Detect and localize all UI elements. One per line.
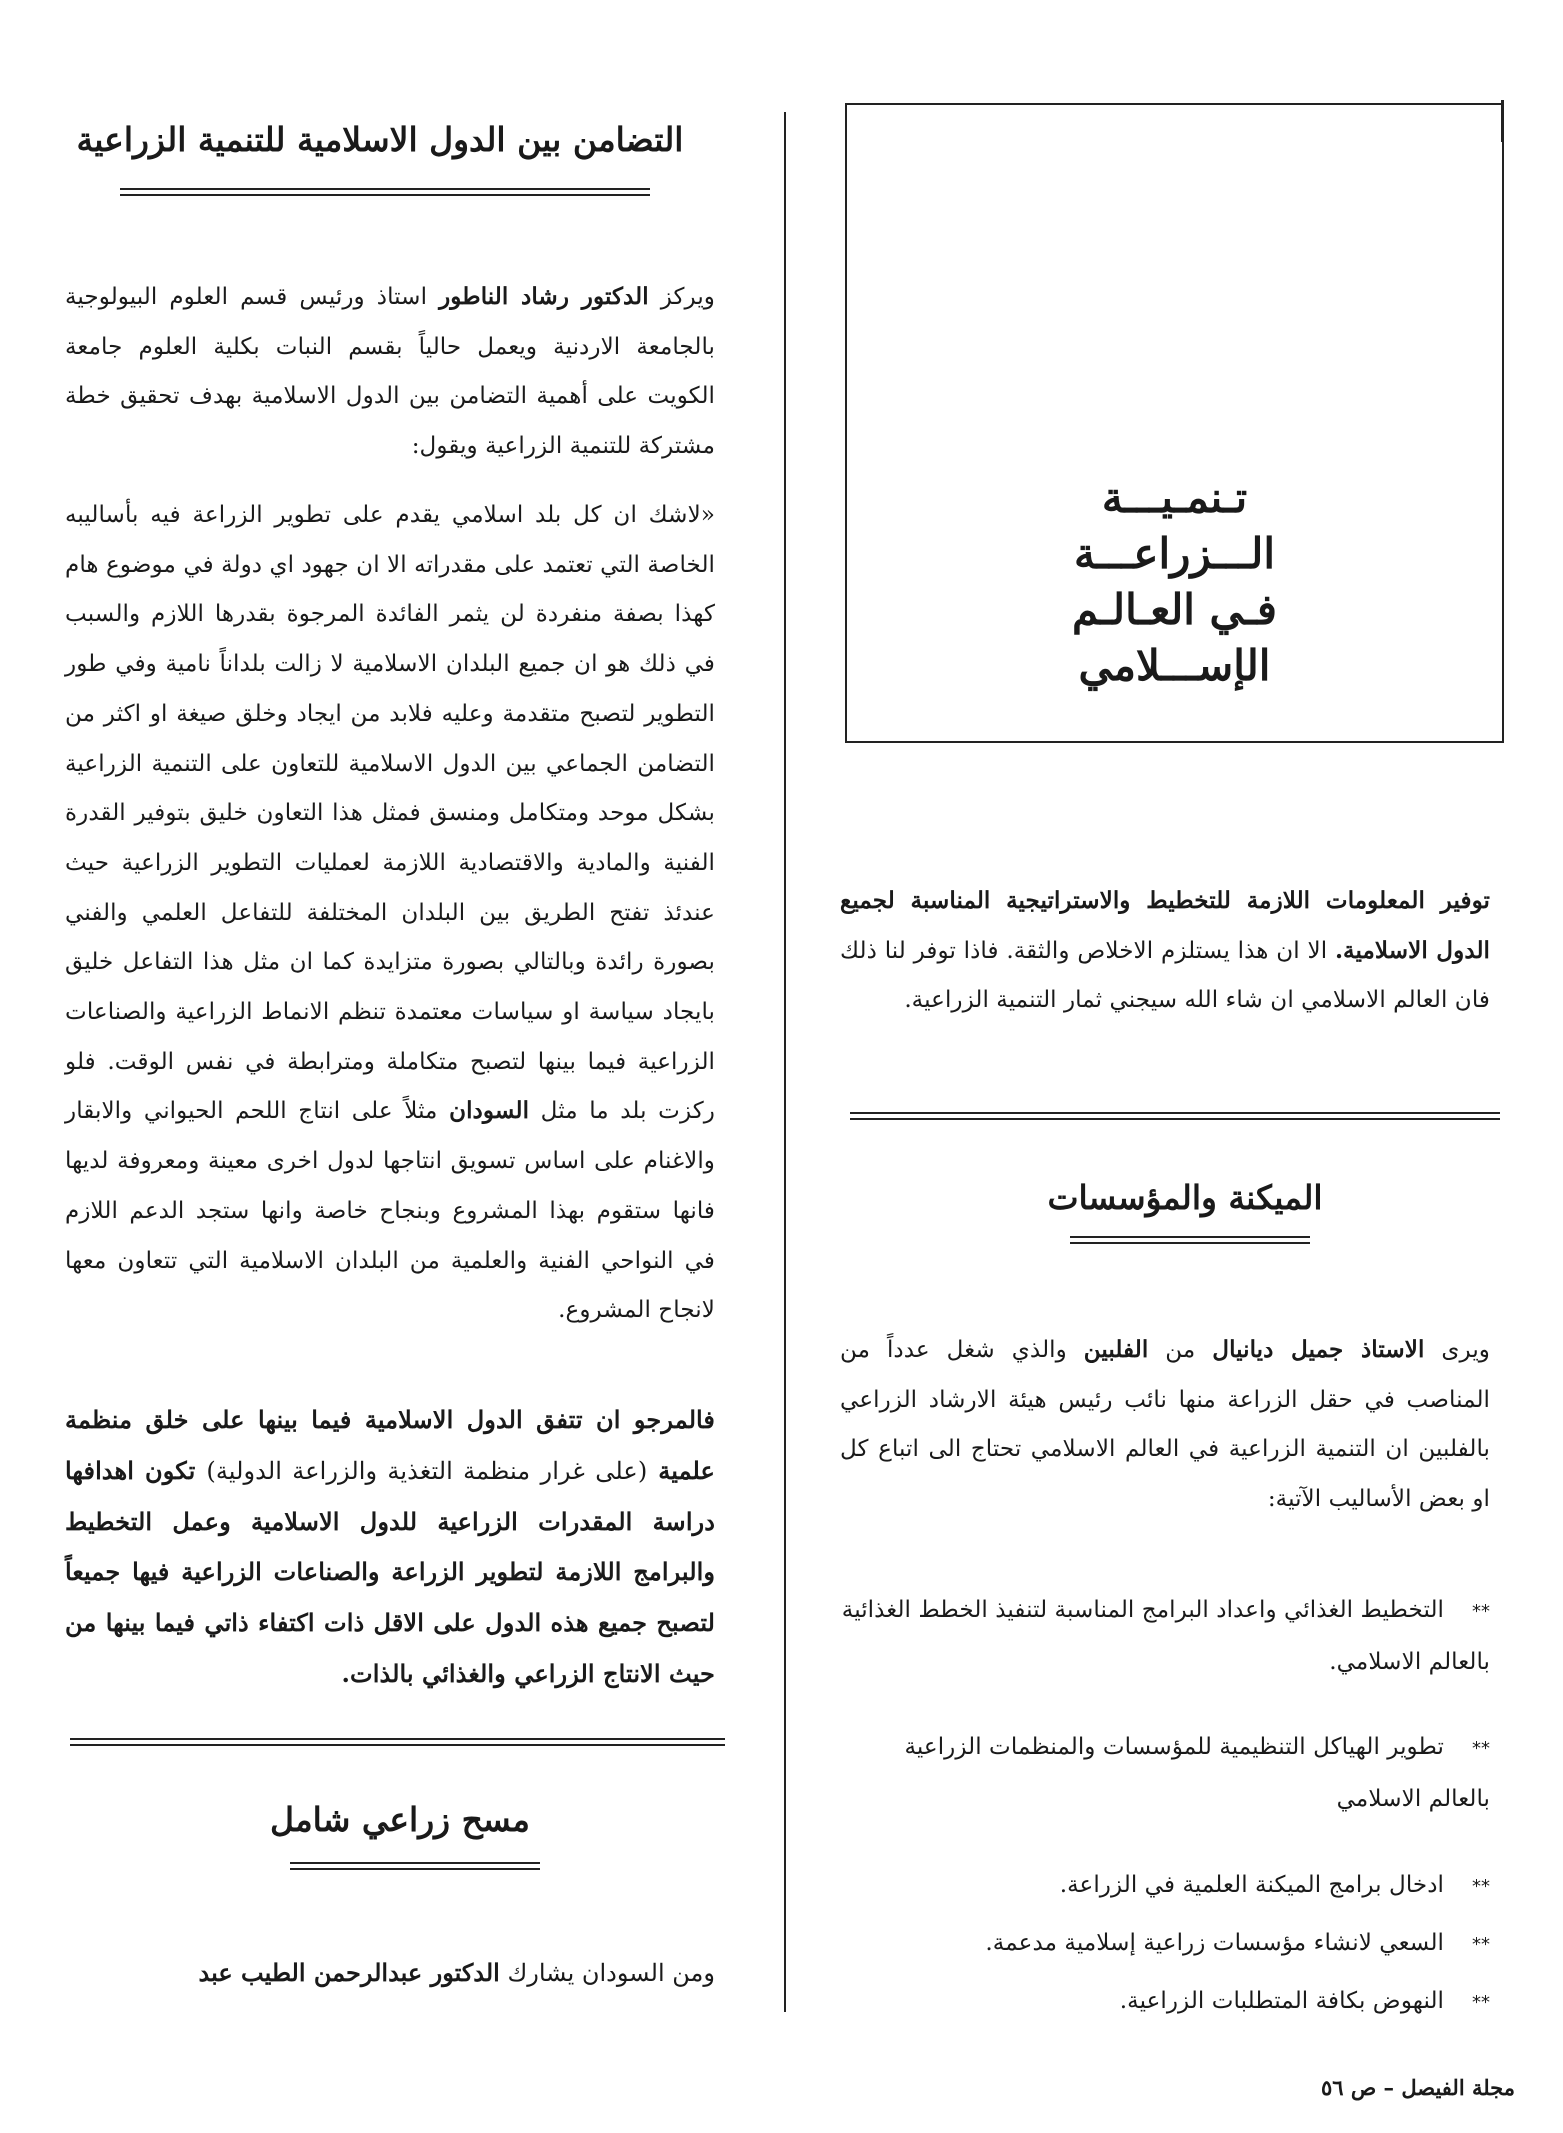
list-item: **ادخال برامج الميكنة العلمية في الزراعة. xyxy=(1059,1871,1490,1898)
bullet-marker: ** xyxy=(1472,1601,1490,1622)
mech-text-start: ويرى xyxy=(1441,1336,1490,1363)
mechanization-intro xyxy=(840,1325,1490,1524)
bullet-marker: ** xyxy=(1472,1992,1490,2013)
box-title-line1: تـنمـيـــة xyxy=(1101,473,1248,522)
country-philippines: الفلبين xyxy=(1083,1336,1149,1363)
mechanization-underline xyxy=(1070,1236,1310,1244)
bullet-marker: ** xyxy=(1472,1876,1490,1897)
box-title xyxy=(847,470,1502,694)
quote-text-rest: مثلاً على انتاج اللحم الحيواني والابقار والاغنام على اساس تسويق انتاجها لدول اخرى معينة ومعروفة لديها فانها ستقوم بهذا المشروع وبنجاح خاصة وانها ستجد الدعم اللازم في النواحي الفنية والعلمية من البلدان الاسلامية التي تتعاون معها لانجاح المشروع. xyxy=(65,1097,715,1324)
survey-intro xyxy=(65,1948,715,1999)
title-box-corner-mark xyxy=(1501,100,1504,142)
info-rest-text: الا ان هذا يستلزم الاخلاص والثقة. فاذا توفر لنا ذلك فان العالم الاسلامي ان شاء الله سيجني ثمار التنمية الزراعية. xyxy=(840,936,1490,1014)
bullet-marker: ** xyxy=(1472,1738,1490,1759)
heading-solidarity: التضامن بين الدول الاسلامية للتنمية الزراعية xyxy=(76,120,684,159)
survey-intro-start: ومن السودان يشارك xyxy=(507,1959,715,1987)
heading-mechanization: الميكنة والمؤسسات xyxy=(1047,1178,1323,1217)
list-item: **النهوض بكافة المتطلبات الزراعية. xyxy=(1119,1987,1490,2014)
intro-paragraph xyxy=(65,272,715,471)
mech-text-from: من xyxy=(1165,1336,1196,1363)
list-item: **التخطيط الغذائي واعداد البرامج المناسبة لتنفيذ الخطط الغذائية بالعالم الاسلامي. xyxy=(841,1596,1490,1675)
box-title-line3: فـي العـالـم xyxy=(1072,585,1277,634)
recommendation-start: فالمرجو ان تتفق الدول الاسلامية فيما بينها على خلق منظمة علمية xyxy=(65,1405,715,1485)
survey-underline xyxy=(290,1862,540,1870)
info-paragraph xyxy=(840,876,1490,1025)
title-box xyxy=(845,103,1504,743)
heading-underline xyxy=(120,188,650,196)
box-title-line4: الإســـلامي xyxy=(1078,641,1271,690)
recommendation-parenthetical: (على غرار منظمة التغذية والزراعة الدولية) xyxy=(206,1456,648,1485)
mech-text-rest: والذي شغل عدداً من المناصب في حقل الزراعة منها نائب رئيس هيئة الارشاد الزراعي بالفلبين ان التنمية الزراعية في العالم الاسلامي تحتاج الى اتباع كل او بعض الأساليب الآتية: xyxy=(840,1336,1490,1513)
bold-recommendation-paragraph xyxy=(65,1395,715,1700)
quote-paragraph xyxy=(65,490,715,1335)
author-name-dianal: الاستاذ جميل ديانيال xyxy=(1212,1336,1425,1363)
recommendation-rest: تكون اهدافها دراسة المقدرات الزراعية للدول الاسلامية وعمل التخطيط والبرامج اللازمة لتطوير الزراعة والصناعات الزراعية فيها جميعاً لتصبح جميع هذه الدول على الاقل ذات اكتفاء ذاتي فيما بينها من حيث الانتاج الزراعي والغذائي بالذات. xyxy=(65,1455,715,1688)
column-divider xyxy=(784,112,786,2012)
intro-text-start: ويركز xyxy=(660,283,715,310)
author-name-nator: الدكتور رشاد الناطور xyxy=(439,283,649,310)
list-item: **تطوير الهياكل التنظيمية للمؤسسات والمنظمات الزراعية بالعالم الاسلامي xyxy=(904,1733,1490,1812)
section-divider-right xyxy=(850,1112,1500,1120)
bullet-marker: ** xyxy=(1472,1934,1490,1955)
country-sudan: السودان xyxy=(449,1097,530,1125)
author-name-abdelrahman: الدكتور عبدالرحمن الطيب عبد xyxy=(198,1958,500,1987)
list-item: **السعي لانشاء مؤسسات زراعية إسلامية مدعمة. xyxy=(985,1929,1490,1956)
box-title-line2: الـــزراعـــة xyxy=(1074,529,1275,578)
info-bold-text: توفير المعلومات اللازمة للتخطيط والاستراتيجية المناسبة لجميع الدول الاسلامية. xyxy=(840,887,1490,964)
intro-text-rest: استاذ ورئيس قسم العلوم البيولوجية بالجامعة الاردنية ويعمل حالياً بقسم النبات بكلية العلوم جامعة الكويت على أهمية التضامن بين الدول الاسلامية بهدف تحقيق خطة مشتركة للتنمية الزراعية ويقول: xyxy=(65,283,715,460)
heading-survey: مسح زراعي شامل xyxy=(269,1800,530,1839)
section-divider-left xyxy=(70,1738,725,1746)
page-footer: مجلة الفيصل – ص ٥٦ xyxy=(1320,2075,1515,2100)
quote-text-start: «لاشك ان كل بلد اسلامي يقدم على تطوير الزراعة فيه بأساليبه الخاصة التي تعتمد على مقدراته الا ان جهود اي دولة في موضوع هام كهذا بصفة منفردة لن يثمر الفائدة المرجوة بقدرها اللازم والسبب في ذلك هو ان جميع البلدان الاسلامية لا زالت بلداناً نامية وفي طور التطوير لتصبح متقدمة وعليه فلابد من ايجاد وخلق صيغة او اكثر من التضامن الجماعي بين الدول الاسلامية للتعاون على التنمية الزراعية بشكل موحد ومتكامل ومنسق فمثل هذا التعاون خليق بتوفير القدرة الفنية والمادية والاقتصادية اللازمة لعمليات التطوير الزراعية حيث عندئذ تفتح الطريق بين البلدان المختلفة للتفاعل العلمي والفني بصورة رائدة وبالتالي بصورة متزايدة كما ان مثل هذا التفاعل خليق بايجاد سياسة او سياسات معتمدة تنظم الانماط الزراعية والصناعات الزراعية فيما بينها لتصبح متكاملة ومترابطة في نفس الوقت. فلو ركزت بلد ما مثل xyxy=(65,501,716,1125)
